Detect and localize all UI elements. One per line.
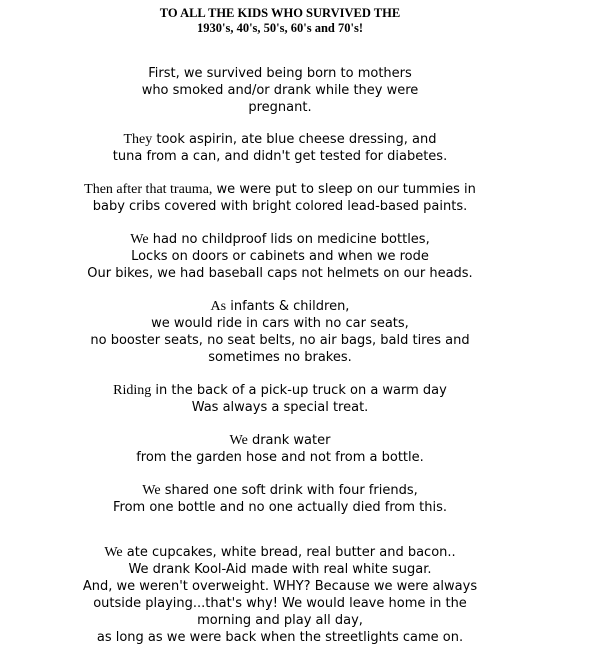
line-text: we were put to sleep on our tummies in [212, 182, 476, 197]
paragraph-line: tuna from a can, and didn't get tested for diabetes. [112, 149, 448, 164]
paragraph-line [0, 482, 560, 499]
paragraph-line: no booster seats, no seat belts, no air bags, bald tires and [90, 333, 470, 348]
document-title-line-1: TO ALL THE KIDS WHO SURVIVED THE [159, 6, 401, 20]
paragraph-line: from the garden hose and not from a bottle. [136, 450, 424, 465]
paragraph-line: morning and play all day, [197, 613, 363, 628]
lead-word: We [104, 545, 123, 560]
lead-word: As [210, 299, 227, 314]
paragraph-line [0, 231, 560, 248]
paragraph-line [0, 544, 560, 561]
line-text: had no childproof lids on medicine bottles, [148, 232, 430, 247]
line-text: in the back of a pick-up truck on a warm day [151, 383, 447, 398]
paragraph-line: Our bikes, we had baseball caps not helmets on our heads. [87, 266, 473, 281]
paragraph-cribs [0, 181, 560, 215]
paragraph-line: First, we survived being born to mothers [148, 66, 412, 81]
paragraph-line: sometimes no brakes. [208, 350, 352, 365]
paragraph-line [0, 131, 560, 148]
paragraph-line: Locks on doors or cabinets and when we rode [131, 249, 429, 264]
paragraph-line: baby cribs covered with bright colored lead-based paints. [92, 199, 468, 214]
lead-word: They [123, 132, 153, 147]
paragraph-garden-hose [0, 432, 560, 466]
paragraph-line: who smoked and/or drank while they were [141, 83, 419, 98]
paragraph-car-seats [0, 298, 560, 366]
line-text: ate cupcakes, white bread, real butter and bacon.. [122, 545, 456, 560]
document-title-line-2: 1930's, 40's, 50's, 60's and 70's! [196, 21, 363, 35]
paragraph-line: Was always a special treat. [191, 400, 369, 415]
paragraph-line: as long as we were back when the streetlights came on. [96, 630, 464, 645]
paragraph-line: we would ride in cars with no car seats, [151, 316, 409, 331]
paragraph-soft-drink [0, 482, 560, 516]
paragraph-line [0, 181, 560, 198]
line-text: took aspirin, ate blue cheese dressing, and [152, 132, 437, 147]
paragraph-aspirin [0, 131, 560, 165]
lead-word: We [130, 232, 149, 247]
paragraph-line: outside playing...that's why! We would leave home in the [93, 596, 467, 611]
lead-word: We [142, 483, 161, 498]
lead-word: Riding [113, 383, 152, 398]
lead-word: Then after that trauma, [84, 182, 213, 197]
paragraph-line: And, we weren't overweight. WHY? Because we were always [82, 579, 478, 594]
paragraph-line [0, 298, 560, 315]
paragraph-line [0, 432, 560, 449]
paragraph-pickup-truck [0, 382, 560, 416]
paragraph-line [0, 382, 560, 399]
line-text: shared one soft drink with four friends, [160, 483, 418, 498]
line-text: drank water [247, 433, 331, 448]
paragraph-childproof [0, 231, 560, 282]
paragraph-cupcakes [0, 544, 560, 646]
paragraph-line: From one bottle and no one actually died from this. [113, 500, 447, 515]
paragraph-born [0, 65, 560, 116]
paragraph-line: pregnant. [248, 100, 312, 115]
line-text: infants & children, [226, 299, 350, 314]
paragraph-line: We drank Kool-Aid made with real white sugar. [128, 562, 432, 577]
lead-word: We [229, 433, 248, 448]
